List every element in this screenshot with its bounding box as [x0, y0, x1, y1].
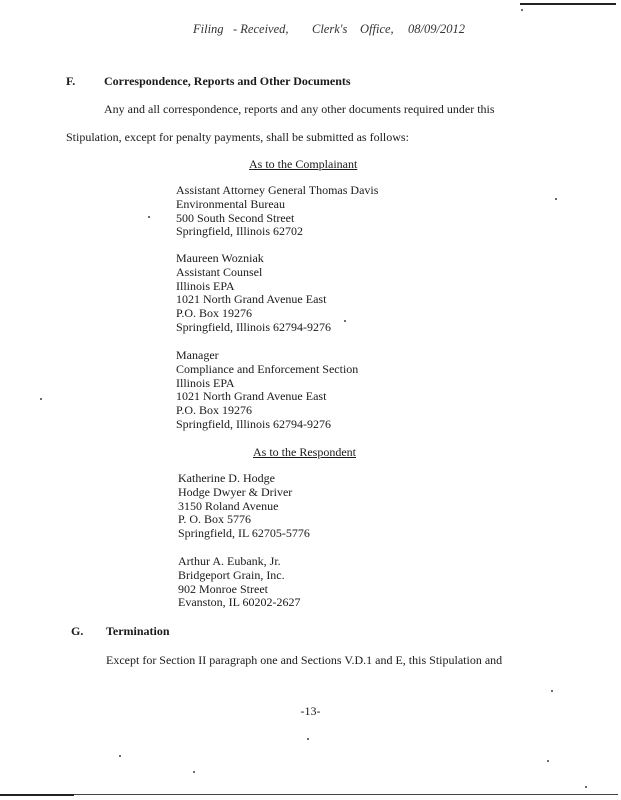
scan-speck: [148, 216, 150, 218]
scan-speck: [344, 320, 346, 322]
address-line: Illinois EPA: [176, 278, 235, 293]
header-date: 08/09/2012: [408, 22, 465, 36]
header-received: - Received,: [233, 22, 289, 36]
address-block-eubank: [178, 555, 301, 610]
address-line: Springfield, Illinois 62702: [176, 224, 303, 239]
scan-speck: [307, 738, 309, 740]
section-f-paragraph-line2: Stipulation, except for penalty payments, shall be submitted as follows:: [66, 130, 409, 144]
address-line: Springfield, Illinois 62794-9276: [176, 416, 331, 431]
scan-speck: [555, 198, 557, 200]
bottom-rule-right: [74, 794, 618, 795]
address-line: 500 South Second Street: [176, 210, 295, 225]
address-line: Manager: [176, 348, 219, 362]
address-block-hodge: [178, 472, 310, 541]
address-line: Assistant Attorney General Thomas Davis: [176, 183, 379, 197]
address-line: Springfield, IL 62705-5776: [178, 526, 310, 541]
scan-speck: [193, 771, 195, 773]
address-line: Hodge Dwyer & Driver: [178, 484, 293, 499]
scan-speck: [551, 690, 553, 692]
page-number: -13-: [300, 704, 321, 718]
section-g-letter: G.: [71, 624, 84, 638]
address-block-manager: [176, 349, 358, 432]
address-line: 1021 North Grand Avenue East: [176, 389, 327, 404]
address-line: Compliance and Enforcement Section: [176, 361, 359, 376]
address-line: Katherine D. Hodge: [178, 471, 275, 485]
top-rule: [520, 3, 616, 5]
scan-speck: [547, 760, 549, 762]
complainant-heading: As to the Complainant: [249, 157, 358, 171]
address-line: P.O. Box 19276: [176, 403, 253, 418]
scan-speck: [40, 398, 42, 400]
header-clerks: Clerk's: [312, 22, 348, 36]
bottom-rule-left: [0, 794, 74, 796]
address-line: Environmental Bureau: [176, 196, 285, 211]
address-line: 902 Monroe Street: [178, 581, 268, 596]
section-f-letter: F.: [66, 74, 76, 88]
address-line: 3150 Roland Avenue: [178, 498, 279, 513]
address-block-davis: [176, 184, 378, 239]
address-line: Bridgeport Grain, Inc.: [178, 567, 285, 582]
scan-speck: [119, 755, 121, 757]
scan-speck: [585, 786, 587, 788]
address-line: P. O. Box 5776: [178, 512, 252, 527]
section-g-paragraph-line1: Except for Section II paragraph one and Sections V.D.1 and E, this Stipulation and: [106, 653, 503, 667]
address-line: Evanston, IL 60202-2627: [178, 595, 301, 610]
section-g-title: Termination: [106, 624, 170, 638]
scan-speck: [521, 9, 523, 11]
respondent-heading: As to the Respondent: [253, 445, 356, 459]
section-f-paragraph-line1: Any and all correspondence, reports and any other documents required under this: [104, 102, 495, 116]
address-line: Springfield, Illinois 62794-9276: [176, 319, 331, 334]
section-f-title: Correspondence, Reports and Other Documents: [104, 74, 351, 88]
address-line: Assistant Counsel: [176, 264, 263, 279]
address-line: Maureen Wozniak: [176, 251, 264, 265]
address-line: P.O. Box 19276: [176, 306, 253, 321]
header-filing: Filing: [193, 22, 224, 36]
address-block-wozniak: [176, 252, 331, 335]
address-line: Arthur A. Eubank, Jr.: [178, 554, 281, 568]
address-line: Illinois EPA: [176, 375, 235, 390]
address-line: 1021 North Grand Avenue East: [176, 292, 327, 307]
header-office: Office,: [360, 22, 394, 36]
